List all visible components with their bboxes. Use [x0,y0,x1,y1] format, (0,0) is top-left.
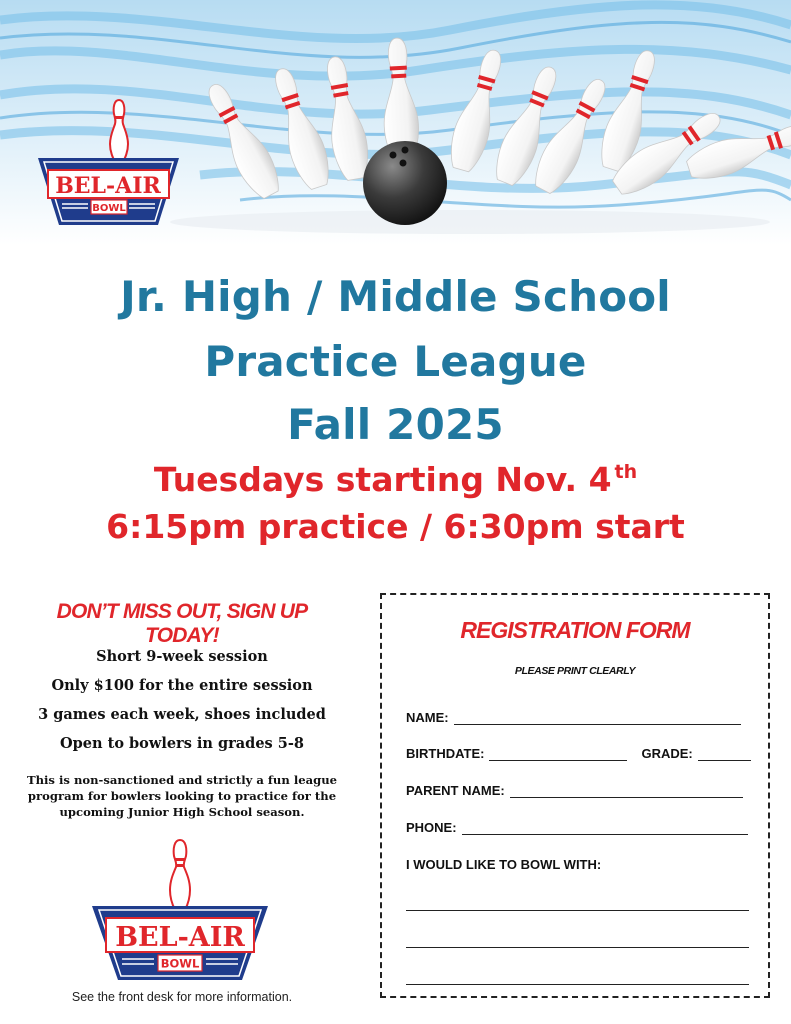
schedule-line-1 [0,460,791,499]
schedule-day-text: Tuesdays starting Nov. 4 [153,460,612,499]
parent-name-label: PARENT NAME: [406,783,505,798]
svg-text:BEL-AIR: BEL-AIR [55,173,161,199]
bowl-with-field-2[interactable] [406,947,749,948]
list-item: Short 9-week session [96,648,268,665]
svg-text:BEL-AIR: BEL-AIR [115,922,245,953]
bowl-with-field-1[interactable] [406,910,749,911]
phone-row [406,820,748,835]
list-item: Only $100 for the entire session [51,677,313,694]
title-line-2: Practice League [204,337,587,386]
bowl-with-field-3[interactable] [406,984,749,985]
grade-label: GRADE: [641,746,693,761]
ordinal-suffix: th [614,461,638,483]
phone-label: PHONE: [406,820,457,835]
birthdate-label: BIRTHDATE: [406,746,485,761]
bel-air-bowl-logo-bottom [90,838,270,988]
grade-field[interactable] [698,747,751,761]
bowl-with-row [406,857,606,872]
title-line-3: Fall 2025 [287,400,504,449]
bowl-with-label: I WOULD LIKE TO BOWL WITH: [406,857,602,872]
registration-form [380,593,770,998]
title-line-1: Jr. High / Middle School [120,272,671,321]
promo-note: This is non-sanctioned and strictly a fun league program for bowlers looking to practice for the upcoming Junior High School season. [26,773,338,819]
form-title: REGISTRATION FORM [460,617,690,643]
parent-name-row [406,783,743,798]
parent-name-field[interactable] [510,784,743,798]
name-label: NAME: [406,710,449,725]
list-item: 3 games each week, shoes included [38,706,326,723]
svg-text:BOWL: BOWL [160,956,200,971]
name-field[interactable] [454,711,741,725]
bel-air-bowl-logo-top [36,98,181,233]
front-desk-info: See the front desk for more information. [71,990,293,1004]
promo-heading: DON’T MISS OUT, SIGN UP TODAY! [56,600,308,647]
birthdate-field[interactable] [489,747,627,761]
svg-text:BOWL: BOWL [92,203,126,214]
phone-field[interactable] [462,821,748,835]
bowling-ball-icon [363,141,447,225]
schedule-line-2: 6:15pm practice / 6:30pm start [106,507,685,546]
form-subtitle: PLEASE PRINT CLEARLY [514,665,636,677]
list-item: Open to bowlers in grades 5-8 [60,735,304,752]
promo-bullet-list [22,648,342,764]
name-row [406,710,741,725]
birthdate-row [406,746,751,761]
